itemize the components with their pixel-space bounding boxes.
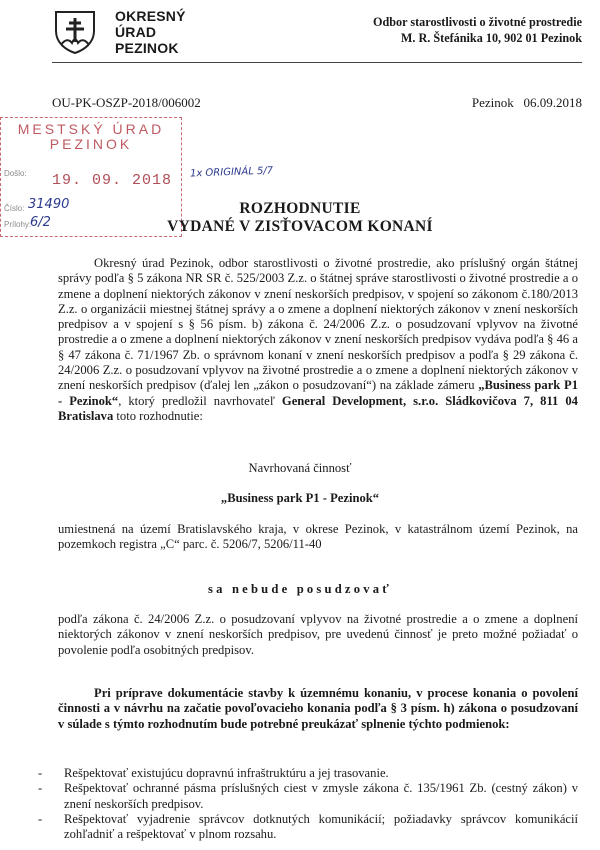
intro-mid: , ktorý predložil navrhovateľ bbox=[118, 393, 282, 408]
document-title: ROZHODNUTIE bbox=[239, 200, 361, 217]
intro-applicant: General Development, s.r.o. Sládkovičova 7, 811 04 Bratislava bbox=[58, 393, 578, 423]
header-divider bbox=[52, 62, 582, 63]
stamp-number-label: Číslo: bbox=[4, 204, 25, 213]
intro-project-name: „Business park P1 - Pezinok“ bbox=[58, 378, 579, 408]
office-name bbox=[115, 8, 186, 56]
stamp-date-label: Došlo: bbox=[4, 169, 27, 178]
condition-text: Rešpektovať ochranné pásma príslušných ciest v zmysle zákona č. 135/1961 Zb. (cestný zákon) v znení neskorších predpisov. bbox=[64, 781, 578, 811]
stamp-attachments-handwritten: 6/2 bbox=[30, 215, 51, 230]
stamp-number-handwritten: 31490 bbox=[28, 197, 70, 212]
condition-text: Rešpektovať vyjadrenie správcov dotknutých komunikácií; požiadavky správcov komunikácií zohľadniť a rešpektovať v plnom rozsahu. bbox=[64, 811, 578, 842]
intro-text: Okresný úrad Pezinok, odbor starostlivosti o životné prostredie, ako príslušný orgán štátnej správy podľa § 5 zákona NR SR č. 525/2003 Z.z. o štátnej správe starostlivosti o životné prostredie a o zmene a doplnení niektorých zákonov v znení neskorších predpisov, v spojení so zákonom č.180/2013 Z.z. o organizácii miestnej štátnej správy a o zmene a doplnení niektorých zákonov v znení neskorších predpisov a v spojení s § 56 písm. b) zákona č. 24/2006 Z.z. o posudzovaní vplyvov na životné prostredie a o zmene a doplnení niektorých zákonov v znení neskorších predpisov vydáva podľa § 46 a § 47 zákona č. 71/1967 Zb. o správnom konaní v znení neskorších predpisov a podľa § 29 zákona č. 24/2006 Z.z. o posudzovaní vplyvov na životné prostredie a o zmene a doplnení niektorých zákonov v znení neskorších predpisov (ďalej len „zákon o posudzovaní“) na základe zámeru bbox=[58, 256, 578, 393]
intro-paragraph bbox=[58, 256, 578, 424]
list-item: - Rešpektovať ochranné pásma príslušných ciest v zmysle zákona č. 135/1961 Zb. (cestný zákon) v znení neskorších predpisov. bbox=[38, 781, 578, 811]
stamp-date: 19. 09. 2018 bbox=[52, 172, 173, 189]
conditions-intro: Pri príprave dokumentácie stavby k územnému konaniu, v procese konania o povolení činnosti a v návrhu na začatie povoľovacieho konania podľa § 3 písm. h) zákona o posudzovaní v súlade s týmto rozhodnutím bude potrebné preukázať splnenie týchto podmienok: bbox=[58, 686, 578, 731]
document-subtitle: VYDANÉ V ZISŤOVACOM KONANÍ bbox=[167, 218, 433, 235]
intro-end: toto rozhodnutie: bbox=[113, 408, 203, 423]
list-item: - Rešpektovať vyjadrenie správcov dotknutých komunikácií; požiadavky správcov komunikácií zohľadniť a rešpektovať v plnom rozsahu. bbox=[38, 811, 578, 842]
condition-text: Rešpektovať existujúcu dopravnú infraštruktúru a jej trasovanie. bbox=[64, 766, 389, 780]
list-item: - Rešpektovať existujúcu dopravnú infraštruktúru a jej trasovanie. bbox=[38, 766, 389, 780]
office-name-line: ÚRAD bbox=[115, 24, 157, 40]
department-name: Odbor starostlivosti o životné prostredie bbox=[373, 15, 582, 29]
stamp-organization-line: PEZINOK bbox=[49, 136, 133, 152]
verdict: sa nebude posudzovať bbox=[208, 582, 392, 596]
location-paragraph: umiestnená na území Bratislavského kraja, v okrese Pezinok, v katastrálnom území Pezinok, na pozemkoch registra „C“ parc. č. 5206/7, 5206/11-40 bbox=[58, 522, 578, 552]
conditions-list bbox=[38, 766, 578, 842]
coat-of-arms-icon bbox=[52, 9, 98, 55]
proposed-activity-label: Navrhovaná činnosť bbox=[248, 461, 352, 475]
reference-number: OU-PK-OSZP-2018/006002 bbox=[52, 95, 201, 110]
place-date: Pezinok 06.09.2018 bbox=[471, 95, 582, 110]
law-paragraph: podľa zákona č. 24/2006 Z.z. o posudzovaní vplyvov na životné prostredie a o zmene a doplnení niektorých zákonov v znení neskorších predpisov, pre uvedenú činnosť je preto možné požiadať o povolenie podľa osobitných predpisov. bbox=[58, 612, 578, 657]
project-name: „Business park P1 - Pezinok“ bbox=[220, 491, 380, 505]
stamp-organization-line: MESTSKÝ ÚRAD bbox=[17, 121, 165, 137]
office-name-line: OKRESNÝ bbox=[115, 8, 186, 24]
stamp-attachments-label: Prílohy: bbox=[4, 220, 32, 229]
department-block bbox=[373, 14, 582, 46]
department-address: M. R. Štefánika 10, 902 01 Pezinok bbox=[400, 31, 582, 45]
stamp-organization bbox=[0, 122, 182, 152]
office-name-line: PEZINOK bbox=[115, 40, 179, 56]
handwritten-note: 1x ORIGINÁL 5/7 bbox=[189, 165, 274, 180]
